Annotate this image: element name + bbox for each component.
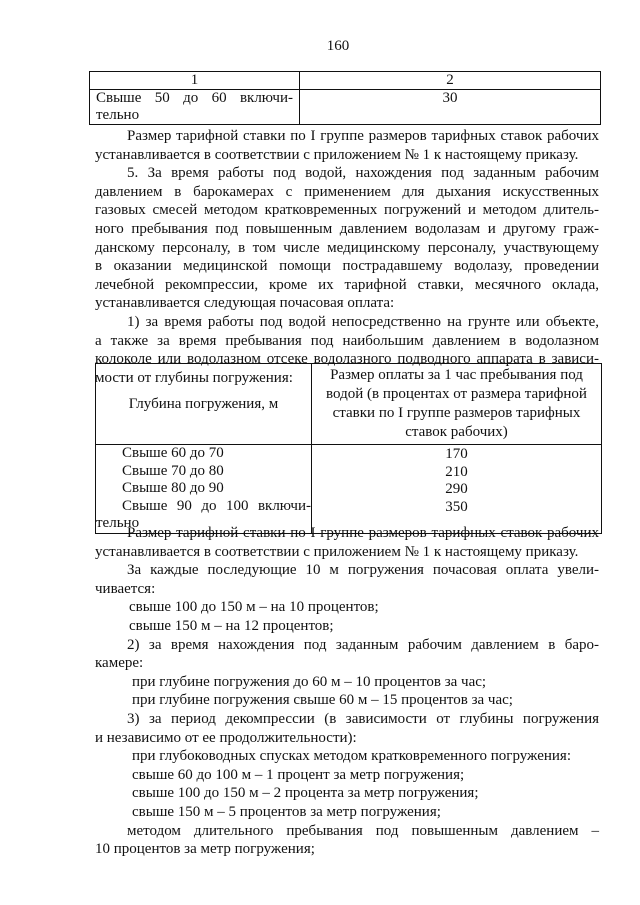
text-line: 3) за период декомпрессии (в зависимости от глубины погружения bbox=[127, 710, 599, 727]
text-line: и независимо от ее продолжительности): bbox=[95, 729, 357, 746]
text-line: устанавливается в соответствии с приложением № 1 к настоящему приказу. bbox=[95, 146, 579, 163]
depth-range: Свыше 90 до 100 включи- bbox=[122, 497, 311, 514]
text-line: 1) за время работы под водой непосредственно на грунте или объекте, bbox=[127, 313, 599, 330]
payment-value: 290 bbox=[445, 481, 468, 497]
continued-depth-table bbox=[89, 71, 601, 125]
text-line: давлением в барокамерах с применением для дыхания искусственных bbox=[95, 183, 599, 200]
text-line: Размер тарифной ставки по I группе размеров тарифных ставок рабочих bbox=[127, 128, 599, 144]
value-cell: 30 bbox=[300, 90, 601, 125]
text-line: свыше 100 до 150 м – 2 процента за метр погружения; bbox=[132, 785, 479, 802]
text-line: мости от глубины погружения: bbox=[95, 369, 293, 386]
text-line: За каждые последующие 10 м погружения почасовая оплата увели- bbox=[127, 562, 599, 579]
payment-column-header bbox=[312, 364, 602, 445]
text-line: свыше 100 до 150 м – на 10 процентов; bbox=[129, 599, 379, 616]
text-line: при глубине погружения свыше 60 м – 15 процентов за час; bbox=[132, 692, 513, 709]
depth-range: Свыше 70 до 80 bbox=[122, 462, 224, 479]
text-line: при глубине погружения до 60 м – 10 процентов за час; bbox=[132, 673, 487, 690]
text-line: свыше 60 до 100 м – 1 процент за метр погружения; bbox=[132, 766, 465, 783]
payment-conditions-text bbox=[95, 524, 599, 859]
text-line: 5. За время работы под водой, нахождения под заданным рабочим bbox=[127, 165, 599, 182]
table-row bbox=[96, 445, 602, 534]
header-line: ставки по I группе размеров тарифных bbox=[332, 405, 581, 421]
depth-ranges-cell bbox=[96, 445, 312, 534]
depth-column-header: Глубина погружения, м bbox=[96, 364, 312, 445]
text-line: колоколе или водолазном отсеке водолазного подводного аппарата в зависи- bbox=[95, 351, 599, 368]
depth-line-continuation: тельно bbox=[96, 107, 140, 123]
text-line: данскому персоналу, в том числе медицинскому персоналу, участвующему bbox=[95, 239, 599, 256]
table-header-row bbox=[96, 364, 602, 445]
page-number: 160 bbox=[326, 38, 350, 54]
depth-range: Свыше 80 до 90 bbox=[122, 480, 224, 496]
text-line: 10 процентов за метр погружения; bbox=[95, 841, 315, 858]
text-line: 2) за время нахождения под заданным рабочим давлением в баро- bbox=[127, 636, 599, 653]
text-line: лечебной рекомпрессии, кроме их тарифной ставки, месячного оклада, bbox=[95, 276, 599, 293]
text-line: Размер тарифной ставки по I группе размеров тарифных ставок рабочих bbox=[127, 525, 599, 541]
table-row bbox=[90, 90, 601, 125]
text-line: методом длительного пребывания под повышенным давлением – bbox=[127, 822, 599, 839]
payment-values-cell bbox=[312, 445, 602, 534]
text-line: устанавливается в соответствии с приложением № 1 к настоящему приказу. bbox=[95, 543, 579, 560]
depth-range: Свыше 60 до 70 bbox=[122, 445, 224, 461]
header-line: Размер оплаты за 1 час пребывания под bbox=[330, 367, 583, 383]
text-line: свыше 150 м – 5 процентов за метр погружения; bbox=[132, 803, 441, 820]
text-line: ного пребывания под повышенным давлением водолазам и другому граж- bbox=[95, 220, 599, 237]
text-line: газовых смесей методом кратковременных погружений и методом длитель- bbox=[95, 202, 599, 219]
depth-line: Свыше 50 до 60 включи- bbox=[96, 90, 293, 106]
table-header-row bbox=[90, 72, 601, 90]
payment-value: 170 bbox=[445, 446, 468, 462]
section-paragraph-5 bbox=[95, 127, 599, 387]
text-line: устанавливается следующая почасовая оплата: bbox=[95, 295, 395, 312]
text-line: чивается: bbox=[95, 580, 156, 597]
header-line: ставок рабочих) bbox=[405, 424, 508, 440]
text-line: камере: bbox=[95, 655, 144, 672]
column-number-1: 1 bbox=[90, 72, 300, 90]
depth-payment-table bbox=[95, 363, 602, 534]
payment-value: 350 bbox=[445, 498, 468, 515]
column-number-2: 2 bbox=[300, 72, 601, 90]
depth-range-continuation: тельно bbox=[96, 515, 140, 531]
text-line: а также за время пребывания под наибольшим давлением в водолазном bbox=[95, 332, 599, 349]
text-line: при глубоководных спусках методом кратковременного погружения: bbox=[132, 748, 571, 765]
payment-value: 210 bbox=[445, 463, 468, 480]
text-line: в оказании медицинской помощи пострадавшему водолазу, проведении bbox=[95, 258, 599, 275]
text-line: свыше 150 м – на 12 процентов; bbox=[129, 617, 334, 634]
depth-cell bbox=[90, 90, 300, 125]
header-line: водой (в процентах от размера тарифной bbox=[326, 386, 587, 402]
